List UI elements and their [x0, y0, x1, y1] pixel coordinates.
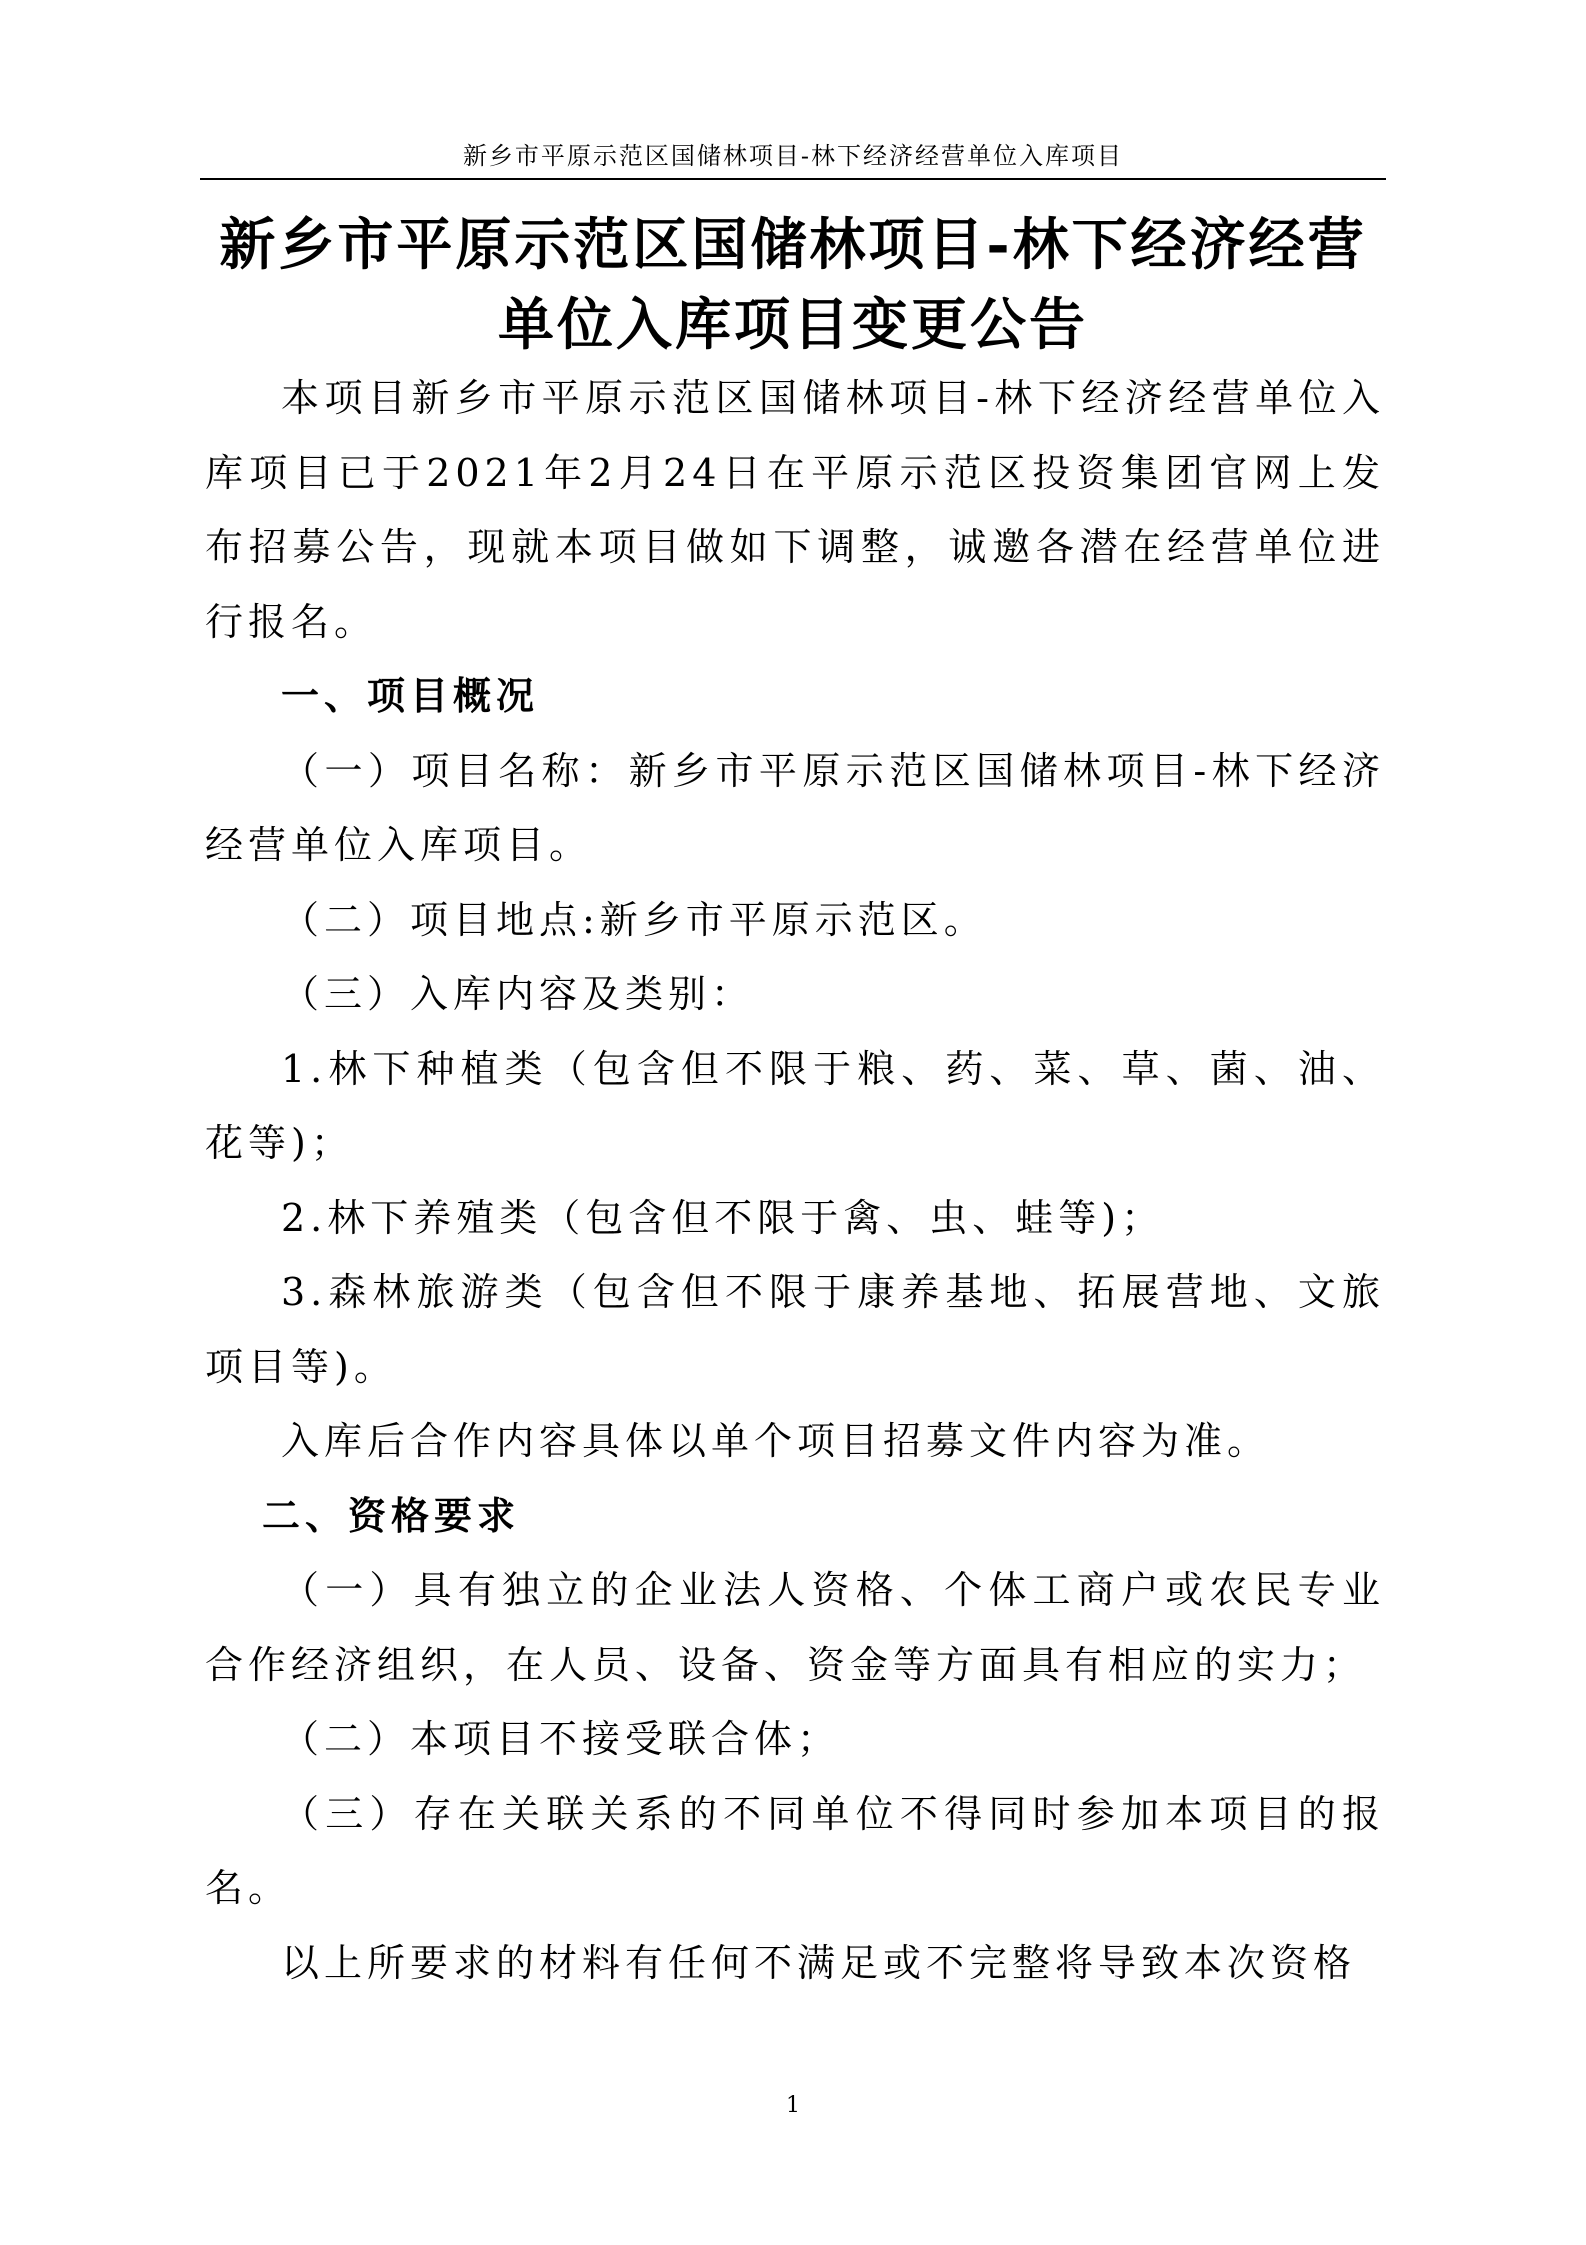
- section-heading-qualifications: 二、资格要求: [262, 1492, 521, 1538]
- qualification-closing: 以上所要求的材料有任何不满足或不完整将导致本次资格: [281, 1940, 1357, 1985]
- intro-paragraph: 本项目新乡市平原示范区国储林项目-林下经济经营单位入库项目已于2021年2月24日在平原示范区投资集团官网上发布招募公告，现就本项目做如下调整，诚邀各潜在经营单位进行报名。: [205, 376, 1385, 644]
- overview-note: 入库后合作内容具体以单个项目招募文件内容为准。: [281, 1419, 1271, 1463]
- document-title-line-2: 单位入库项目变更公告: [498, 292, 1088, 358]
- overview-item-location: （二）项目地点:新乡市平原示范区。: [281, 897, 987, 942]
- qualification-item-3: （三）存在关联关系的不同单位不得同时参加本项目的报名。: [205, 1791, 1385, 1910]
- page-number: 1: [786, 2093, 800, 2118]
- qualification-item-2: （二）本项目不接受联合体；: [281, 1717, 841, 1761]
- document-title-line-1: 新乡市平原示范区国储林项目-林下经济经营: [219, 212, 1367, 278]
- document-body: [205, 361, 1385, 2000]
- header-divider: [200, 178, 1386, 180]
- category-breeding: 2.林下养殖类（包含但不限于禽、虫、蛙等)；: [281, 1195, 1165, 1240]
- category-planting: 1.林下种植类（包含但不限于粮、药、菜、草、菌、油、花等)；: [205, 1046, 1385, 1165]
- overview-item-categories: （三）入库内容及类别：: [281, 972, 755, 1016]
- category-tourism: 3.森林旅游类（包含但不限于康养基地、拓展营地、文旅项目等)。: [205, 1270, 1385, 1389]
- section-heading-overview: 一、项目概况: [281, 673, 540, 718]
- qualification-item-1: （一）具有独立的企业法人资格、个体工商户或农民专业合作经济组织，在人员、设备、资金等方面具有相应的实力；: [205, 1568, 1385, 1687]
- running-header: 新乡市平原示范区国储林项目-林下经济经营单位入库项目: [462, 142, 1124, 170]
- document-title: [200, 205, 1386, 365]
- overview-item-name: （一）项目名称：新乡市平原示范区国储林项目-林下经济经营单位入库项目。: [205, 748, 1385, 867]
